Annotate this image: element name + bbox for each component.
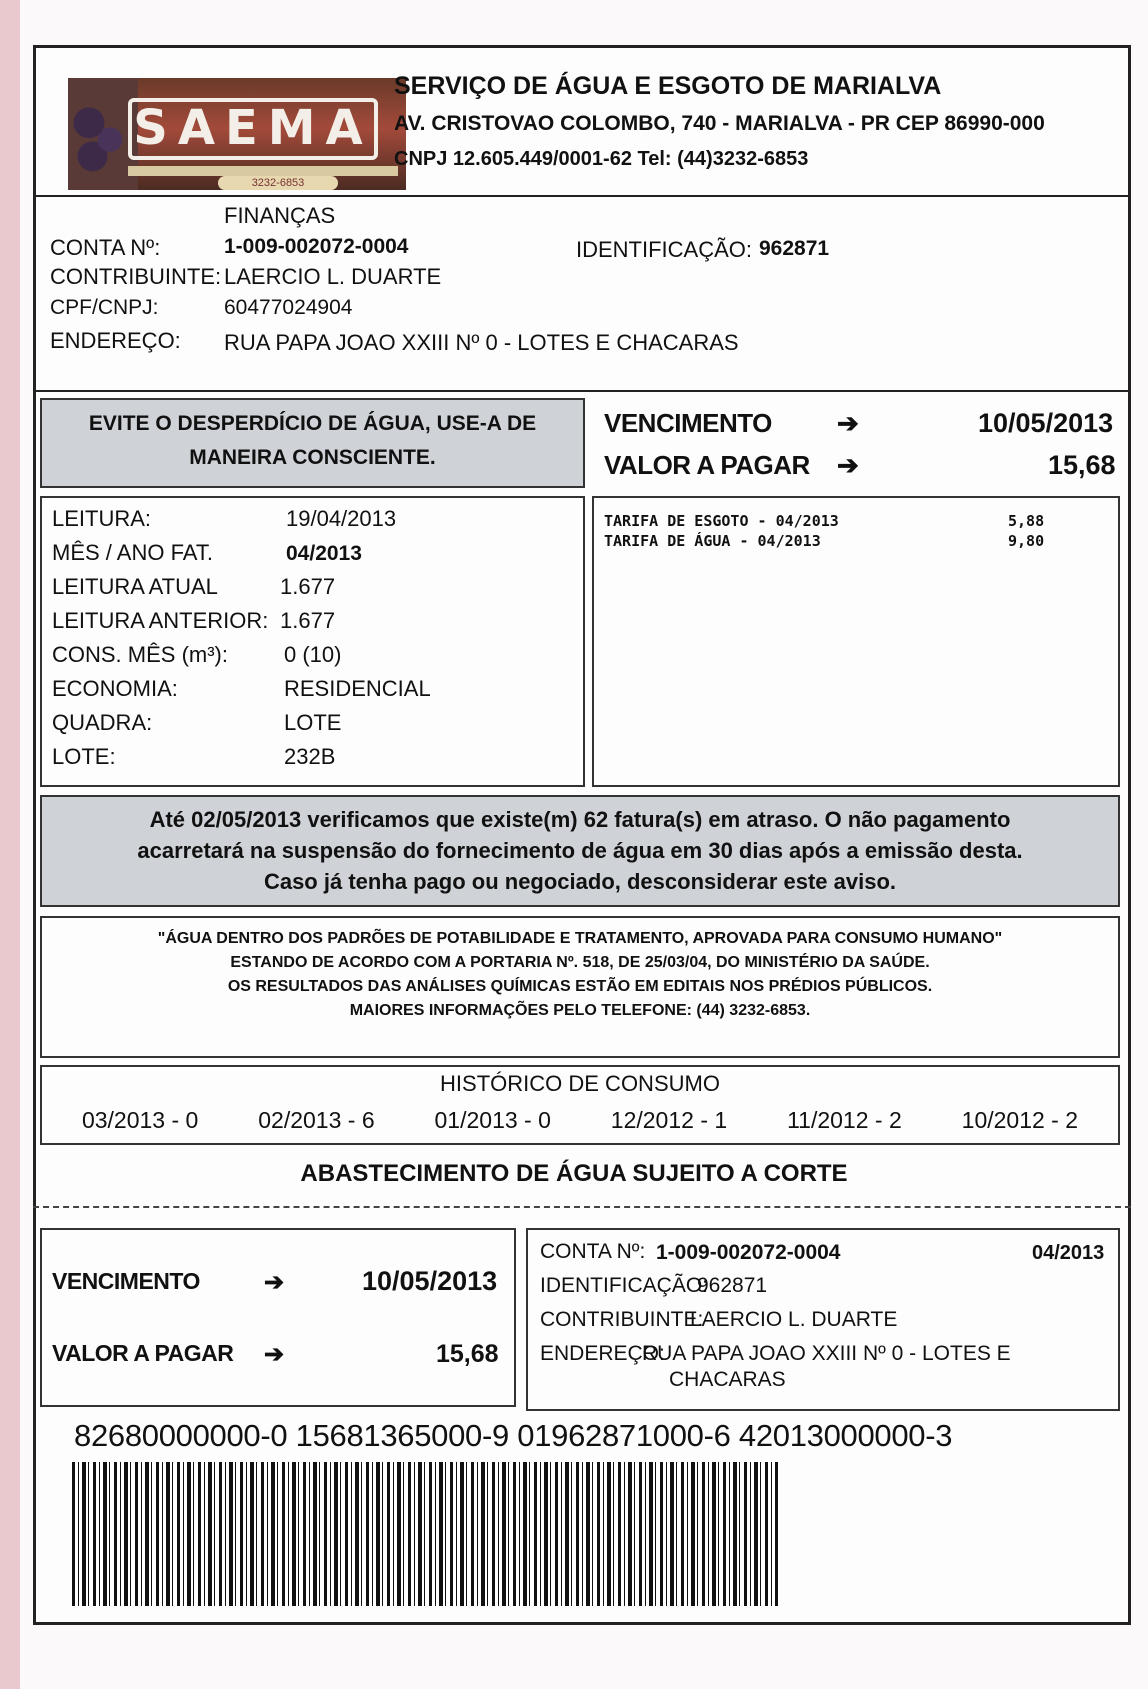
reading-value: LOTE [284, 710, 342, 735]
stub-conta-label: CONTA Nº: [540, 1240, 646, 1263]
history-item: 01/2013 - 0 [434, 1107, 551, 1133]
reading-label: LEITURA ATUAL [52, 574, 218, 599]
arrow-right-icon: ➔ [837, 450, 859, 480]
reading-value: 232B [284, 744, 336, 769]
reading-value: 04/2013 [286, 542, 362, 565]
due-date-label: VENCIMENTO [604, 408, 772, 438]
endereco-value: RUA PAPA JOAO XXIII Nº 0 - LOTES E CHACARAS [224, 330, 739, 355]
divider [33, 195, 1131, 197]
stub-conta-value: 1-009-002072-0004 [656, 1241, 841, 1264]
reading-label: CONS. MÊS (m³): [52, 642, 228, 667]
notice-line-1: EVITE O DESPERDÍCIO DE ÁGUA, USE-A DE [88, 412, 537, 435]
conscious-use-notice [40, 398, 585, 488]
consumption-history [40, 1065, 1120, 1145]
arrow-right-icon: ➔ [264, 1269, 285, 1296]
reading-label: LEITURA: [52, 506, 152, 531]
contrib-label: CONTRIBUINTE: [50, 264, 222, 289]
stub-contrib-label: CONTRIBUINTE: [540, 1308, 704, 1331]
quality-line-1: "ÁGUA DENTRO DOS PADRÕES DE POTABILIDADE E TRATAMENTO, APROVADA PARA CONSUMO HUMANO" [157, 930, 1003, 947]
history-list [42, 1107, 1118, 1134]
water-quality-box [40, 916, 1120, 1058]
warning-line-2: acarretará na suspensão do fornecimento de água em 30 dias após a emissão desta. [137, 838, 1023, 863]
reading-label: ECONOMIA: [52, 676, 178, 701]
ident-label: IDENTIFICAÇÃO: [576, 237, 753, 262]
quality-line-3: OS RESULTADOS DAS ANÁLISES QUÍMICAS ESTÃO EM EDITAIS NOS PRÉDIOS PÚBLICOS. [227, 978, 933, 995]
logo-phone: 3232-6853 [218, 176, 338, 190]
reading-value: 0 (10) [284, 642, 342, 667]
logo-strip [128, 166, 398, 176]
history-item: 03/2013 - 0 [81, 1107, 199, 1133]
stub-end-label: ENDEREÇO: [540, 1342, 665, 1365]
overdue-warning [40, 795, 1120, 907]
reading-label: QUADRA: [52, 710, 153, 735]
warning-line-3: Caso já tenha pago ou negociado, desconsiderar este aviso. [263, 869, 897, 894]
history-title: HISTÓRICO DE CONSUMO [440, 1071, 720, 1096]
contrib-value: LAERCIO L. DUARTE [224, 264, 442, 289]
divider [33, 390, 1131, 392]
org-name: SERVIÇO DE ÁGUA E ESGOTO DE MARIALVA [394, 72, 942, 100]
stub-end-value-1: RUA PAPA JOAO XXIII Nº 0 - LOTES E [642, 1342, 1011, 1365]
barcode-number: 82680000000-0 15681365000-9 01962871000-6 42013000000-3 [74, 1418, 953, 1453]
stub-amount-label: VALOR A PAGAR [52, 1340, 234, 1366]
stub-payment-box [40, 1228, 516, 1407]
quality-line-2: ESTANDO DE ACORDO COM A PORTARIA Nº. 518, DE 25/03/04, DO MINISTÉRIO DA SAÚDE. [230, 954, 930, 971]
history-item: 02/2013 - 6 [258, 1107, 375, 1133]
reading-label: MÊS / ANO FAT. [52, 540, 213, 565]
org-cnpj: CNPJ 12.605.449/0001-62 Tel: (44)3232-6853 [394, 148, 809, 170]
barcode [72, 1462, 778, 1606]
reading-value: 1.677 [280, 608, 336, 633]
stub-due-value: 10/05/2013 [362, 1266, 498, 1296]
reading-label: LOTE: [52, 744, 116, 769]
conta-value: 1-009-002072-0004 [224, 235, 409, 258]
stub-amount-value: 15,68 [436, 1340, 499, 1368]
cutoff-notice: ABASTECIMENTO DE ÁGUA SUJEITO A CORTE [300, 1160, 848, 1187]
reading-label: LEITURA ANTERIOR: [52, 608, 269, 633]
endereco-label: ENDEREÇO: [50, 328, 181, 353]
charge-value: 5,88 [1008, 512, 1045, 530]
logo-wordmark: SAEMA [128, 98, 378, 160]
history-item: 11/2012 - 2 [787, 1107, 902, 1133]
arrow-right-icon: ➔ [264, 1341, 285, 1368]
quality-line-4: MAIORES INFORMAÇÕES PELO TELEFONE: (44) 3232-6853. [349, 1002, 811, 1019]
stub-due-label: VENCIMENTO [52, 1268, 200, 1294]
ident-value: 962871 [759, 237, 830, 260]
arrow-right-icon: ➔ [837, 408, 859, 438]
cpf-label: CPF/CNPJ: [50, 296, 159, 319]
conta-label: CONTA Nº: [50, 235, 161, 260]
warning-line-1: Até 02/05/2013 verificamos que existe(m) 62 fatura(s) em atraso. O não pagamento [149, 807, 1011, 832]
history-item: 10/2012 - 2 [961, 1107, 1079, 1133]
history-item: 12/2012 - 1 [610, 1107, 728, 1133]
stub-end-value-2: CHACARAS [669, 1368, 786, 1391]
amount-value: 15,68 [1048, 450, 1116, 480]
notice-line-2: MANEIRA CONSCIENTE. [189, 446, 436, 469]
stub-ident-label: IDENTIFICAÇÃO: [540, 1274, 709, 1297]
charge-label: TARIFA DE ESGOTO - 04/2013 [604, 512, 839, 530]
stub-ident-value: 962871 [697, 1274, 768, 1297]
amount-label: VALOR A PAGAR [604, 450, 810, 480]
stub-reference: 04/2013 [1032, 1242, 1105, 1264]
reading-value: 1.677 [280, 574, 336, 599]
reading-value: RESIDENCIAL [284, 676, 431, 701]
reading-value: 19/04/2013 [286, 506, 397, 531]
tear-line [33, 1206, 1131, 1208]
charge-value: 9,80 [1008, 532, 1045, 550]
org-address: AV. CRISTOVAO COLOMBO, 740 - MARIALVA - PR CEP 86990-000 [394, 112, 1045, 135]
saema-logo [68, 78, 406, 190]
stub-contrib-value: LAERCIO L. DUARTE [690, 1308, 898, 1331]
charge-label: TARIFA DE ÁGUA - 04/2013 [604, 532, 821, 550]
section-title: FINANÇAS [224, 203, 336, 228]
cpf-value: 60477024904 [224, 296, 353, 319]
due-date-value: 10/05/2013 [978, 408, 1114, 438]
